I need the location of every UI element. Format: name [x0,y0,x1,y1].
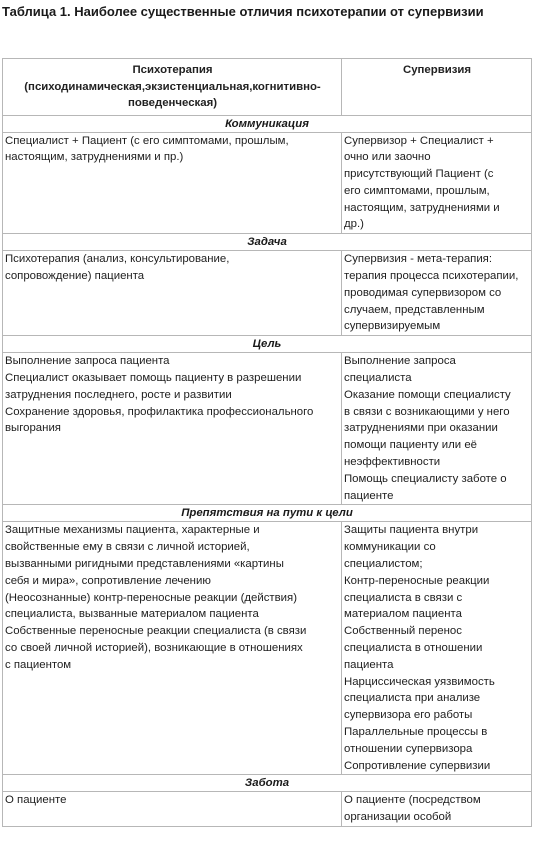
cell-line: со своей личной историей), возникающие в отношениях [5,642,303,655]
section-title: Задача [3,234,532,251]
header-cell-psychotherapy [3,59,342,116]
supervision-cell [342,251,532,336]
table-caption: Таблица 1. Наиболее существенные отличия психотерапии от супервизии [2,4,484,19]
content-row-communication [3,132,532,234]
supervision-cell [342,792,532,827]
cell-line: Специалист + Пациент (с его симптомами, прошлым, [5,134,289,147]
psychotherapy-cell [3,251,342,336]
psychotherapy-cell [3,132,342,234]
section-row-task [3,234,532,251]
cell-line: О пациенте [5,794,67,807]
comparison-table [2,58,532,827]
cell-line: супервизора его работы [344,709,473,722]
cell-line: выгорания [5,422,61,435]
cell-line: Контр-переносные реакции [344,574,490,587]
cell-line: терапия процесса психотерапии, [344,270,519,283]
cell-line: затруднениями при оказании [344,422,498,435]
cell-line: специалиста в связи с [344,591,463,604]
cell-line: Собственные переносные реакции специалиста (в связи [5,625,307,638]
cell-line: Супервизия - мета-терапия: [344,253,493,266]
section-title: Забота [3,775,532,792]
cell-line: настоящим, затруднениями и [344,201,500,214]
content-row-obstacles [3,522,532,775]
cell-line: пациенте [344,489,394,502]
cell-line: пациента [344,658,394,671]
section-row-communication [3,115,532,132]
cell-line: Оказание помощи специалисту [344,388,511,401]
cell-line: др.) [344,218,364,231]
table-body [3,59,532,827]
cell-line: Сохранение здоровья, профилактика профессионального [5,405,314,418]
cell-line: коммуникации со [344,541,436,554]
cell-line: супервизируемым [344,320,441,333]
cell-line: присутствующий Пациент (с [344,168,494,181]
cell-line: в связи с возникающими у него [344,405,510,418]
cell-line: специалиста в отношении [344,642,483,655]
cell-line: себя и мира», сопротивление лечению [5,574,211,587]
section-title: Коммуникация [3,115,532,132]
cell-line: проводимая супервизором со [344,286,502,299]
cell-line: отношении супервизора [344,742,473,755]
psychotherapy-cell [3,353,342,505]
cell-line: с пациентом [5,658,72,671]
cell-line: Собственный перенос [344,625,462,638]
header-line: Психотерапия [132,64,213,76]
cell-line: настоящим, затруднениями и пр.) [5,151,184,164]
cell-line: случаем, представленным [344,303,485,316]
header-row [3,59,532,116]
header-line: (психодинамическая,экзистенциальная,когнитивно- [24,80,321,93]
section-row-obstacles [3,505,532,522]
cell-line: Выполнение запроса пациента [5,355,170,368]
content-row-goal [3,353,532,505]
cell-line: Параллельные процессы в [344,726,488,738]
supervision-cell [342,522,532,775]
cell-line: Психотерапия (анализ, консультирование, [5,253,230,266]
psychotherapy-cell [3,792,342,827]
cell-line: сопровождение) пациента [5,270,145,283]
content-row-task [3,251,532,336]
cell-line: Специалист оказывает помощь пациенту в разрешении [5,372,302,385]
cell-line: вызванными ригидными представлениями «картины [5,558,284,571]
cell-line: свойственные ему в связи с личной историей, [5,541,250,554]
cell-line: Защитные механизмы пациента, характерные и [5,524,260,537]
cell-line: специалиста, вызванные материалом пациента [5,608,259,621]
cell-line: Супервизор + Специалист + [344,134,494,147]
cell-line: очно или заочно [344,151,431,164]
supervision-cell [342,353,532,505]
section-title: Цель [3,336,532,353]
section-title: Препятствия на пути к цели [3,505,532,522]
cell-line: (Неосознанные) контр-переносные реакции (действия) [5,591,298,604]
section-row-goal [3,336,532,353]
cell-line: специалиста [344,372,412,385]
cell-line: материалом пациента [344,608,462,621]
cell-line: организации особой [344,811,452,824]
cell-line: его симптомами, прошлым, [344,184,490,197]
cell-line: специалистом; [344,558,423,571]
supervision-cell [342,132,532,234]
cell-line: Сопротивление супервизии [344,759,491,772]
cell-line: неэффективности [344,456,441,469]
cell-line: О пациенте (посредством [344,794,481,807]
header-line: Супервизия [402,64,472,76]
cell-line: помощи пациенту или её [344,439,477,452]
header-cell-supervision [342,59,532,116]
cell-line: Выполнение запроса [344,355,456,368]
cell-line: Нарциссическая уязвимость [344,675,495,688]
cell-line: специалиста при анализе [344,692,481,705]
header-line: поведенческая) [127,97,218,109]
section-row-care [3,775,532,792]
psychotherapy-cell [3,522,342,775]
cell-line: затруднения последнего, росте и развитии [5,388,232,401]
cell-line: Помощь специалисту заботе о [344,472,507,485]
content-row-care [3,792,532,827]
cell-line: Защиты пациента внутри [344,524,479,537]
